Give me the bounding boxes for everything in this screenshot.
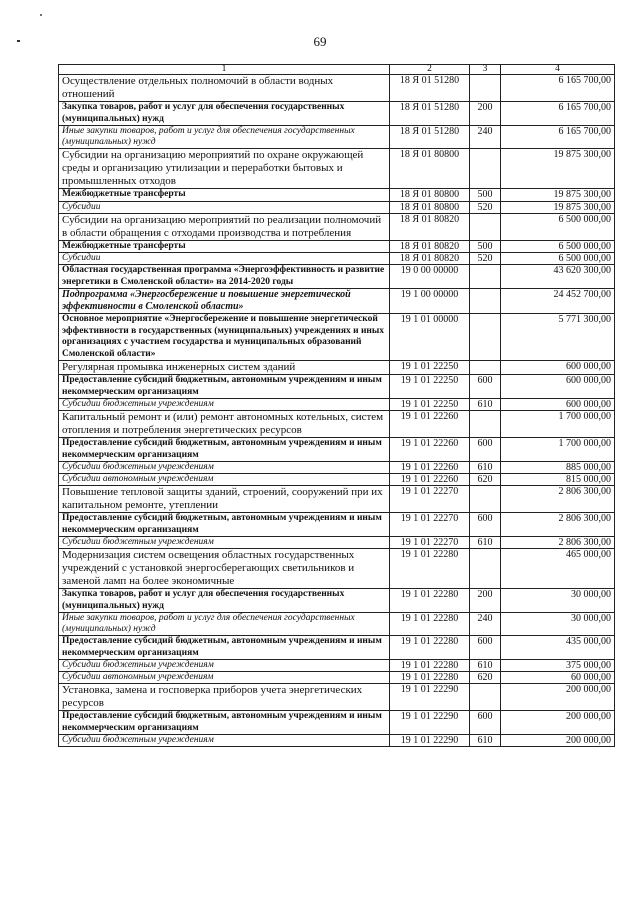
- table-row: [59, 75, 615, 102]
- row-code-cell: 19 1 01 22250: [390, 399, 470, 411]
- row-amount-cell: 19 875 300,00: [501, 189, 615, 202]
- row-name-cell: Закупка товаров, работ и услуг для обеспечения государственных (муниципальных) нужд: [59, 589, 390, 613]
- row-name-cell: Субсидии: [59, 253, 390, 265]
- row-expense-type-cell: 610: [470, 735, 501, 747]
- row-expense-type-cell: 600: [470, 513, 501, 537]
- table-row: [59, 201, 615, 213]
- table-row: [59, 126, 615, 149]
- row-amount-cell: 19 875 300,00: [501, 149, 615, 189]
- table-row: [59, 660, 615, 672]
- row-code-cell: 19 1 01 22260: [390, 474, 470, 486]
- table-row: [59, 537, 615, 549]
- row-name-cell: Капитальный ремонт и (или) ремонт автономных котельных, систем отопления и потребления энергетических ресурсов: [59, 411, 390, 438]
- table-row: [59, 684, 615, 711]
- table-row: [59, 399, 615, 411]
- row-code-cell: 18 Я 01 80800: [390, 149, 470, 189]
- row-expense-type-cell: 240: [470, 613, 501, 636]
- row-name-cell: Предоставление субсидий бюджетным, автономным учреждениям и иным некоммерческим организациям: [59, 711, 390, 735]
- table-row: [59, 462, 615, 474]
- table-body: [59, 75, 615, 747]
- row-expense-type-cell: 610: [470, 537, 501, 549]
- table-row: [59, 411, 615, 438]
- row-amount-cell: 5 771 300,00: [501, 314, 615, 361]
- table-row: [59, 474, 615, 486]
- table-row: [59, 102, 615, 126]
- row-code-cell: 19 1 01 22270: [390, 513, 470, 537]
- row-amount-cell: 24 452 700,00: [501, 289, 615, 314]
- row-expense-type-cell: 200: [470, 102, 501, 126]
- row-name-cell: Предоставление субсидий бюджетным, автономным учреждениям и иным некоммерческим организациям: [59, 438, 390, 462]
- row-name-cell: Предоставление субсидий бюджетным, автономным учреждениям и иным некоммерческим организациям: [59, 513, 390, 537]
- row-expense-type-cell: 520: [470, 253, 501, 265]
- row-expense-type-cell: 500: [470, 189, 501, 202]
- row-name-cell: Предоставление субсидий бюджетным, автономным учреждениям и иным некоммерческим организациям: [59, 636, 390, 660]
- row-expense-type-cell: 500: [470, 240, 501, 253]
- row-code-cell: 19 1 01 22280: [390, 549, 470, 589]
- row-name-cell: Субсидии бюджетным учреждениям: [59, 537, 390, 549]
- row-code-cell: 19 1 01 22280: [390, 660, 470, 672]
- row-expense-type-cell: 610: [470, 399, 501, 411]
- row-expense-type-cell: [470, 149, 501, 189]
- row-name-cell: Субсидии: [59, 201, 390, 213]
- row-expense-type-cell: [470, 75, 501, 102]
- row-name-cell: Субсидии бюджетным учреждениям: [59, 660, 390, 672]
- row-code-cell: 19 1 01 22280: [390, 589, 470, 613]
- row-expense-type-cell: 610: [470, 462, 501, 474]
- row-name-cell: Регулярная промывка инженерных систем зданий: [59, 361, 390, 375]
- table-row: [59, 240, 615, 253]
- row-name-cell: Модернизация систем освещения областных государственных учреждений с установкой энергосберегающих светильников и заменой ламп на более экономичные: [59, 549, 390, 589]
- table-row: [59, 375, 615, 399]
- row-name-cell: Повышение тепловой защиты зданий, строений, сооружений при их капитальном ремонте, утеплении: [59, 486, 390, 513]
- row-amount-cell: 200 000,00: [501, 735, 615, 747]
- row-name-cell: Иные закупки товаров, работ и услуг для обеспечения государственных (муниципальных) нужд: [59, 613, 390, 636]
- row-amount-cell: 600 000,00: [501, 361, 615, 375]
- row-amount-cell: 43 620 300,00: [501, 265, 615, 289]
- row-code-cell: 18 Я 01 80820: [390, 213, 470, 240]
- row-name-cell: Субсидии на организацию мероприятий по охране окружающей среды и организацию утилизации и переработки бытовых и промышленных отходов: [59, 149, 390, 189]
- budget-table: [58, 64, 615, 747]
- row-amount-cell: 885 000,00: [501, 462, 615, 474]
- table-row: [59, 314, 615, 361]
- row-amount-cell: 375 000,00: [501, 660, 615, 672]
- row-amount-cell: 6 165 700,00: [501, 126, 615, 149]
- row-amount-cell: 30 000,00: [501, 589, 615, 613]
- table-row: [59, 265, 615, 289]
- row-expense-type-cell: [470, 486, 501, 513]
- row-code-cell: 19 1 01 22280: [390, 613, 470, 636]
- row-amount-cell: 6 500 000,00: [501, 240, 615, 253]
- column-header-name: 1: [59, 65, 390, 75]
- row-code-cell: 19 1 01 22280: [390, 672, 470, 684]
- row-amount-cell: 2 806 300,00: [501, 537, 615, 549]
- row-name-cell: Межбюджетные трансферты: [59, 240, 390, 253]
- row-name-cell: Межбюджетные трансферты: [59, 189, 390, 202]
- table-row: [59, 589, 615, 613]
- row-code-cell: 18 Я 01 80820: [390, 240, 470, 253]
- row-code-cell: 18 Я 01 51280: [390, 75, 470, 102]
- row-code-cell: 19 1 01 22290: [390, 735, 470, 747]
- row-amount-cell: 19 875 300,00: [501, 201, 615, 213]
- row-expense-type-cell: 620: [470, 474, 501, 486]
- table-row: [59, 289, 615, 314]
- row-amount-cell: 1 700 000,00: [501, 438, 615, 462]
- row-name-cell: Основное мероприятие «Энергосбережение и повышение энергетической эффективности в государственных (муниципальных) учреждениях и иных организациях с участием государства и муниципальных образований Смоленской области»: [59, 314, 390, 361]
- row-code-cell: 18 Я 01 80800: [390, 201, 470, 213]
- row-amount-cell: 6 165 700,00: [501, 75, 615, 102]
- table-row: [59, 361, 615, 375]
- row-name-cell: Субсидии бюджетным учреждениям: [59, 735, 390, 747]
- row-name-cell: Предоставление субсидий бюджетным, автономным учреждениям и иным некоммерческим организациям: [59, 375, 390, 399]
- row-amount-cell: 200 000,00: [501, 684, 615, 711]
- row-expense-type-cell: [470, 213, 501, 240]
- column-header-code: 2: [390, 65, 470, 75]
- row-code-cell: 19 1 01 22270: [390, 486, 470, 513]
- row-code-cell: 18 Я 01 80820: [390, 253, 470, 265]
- table-row: [59, 613, 615, 636]
- row-code-cell: 19 1 01 00000: [390, 314, 470, 361]
- table-row: [59, 486, 615, 513]
- row-expense-type-cell: 520: [470, 201, 501, 213]
- row-expense-type-cell: [470, 314, 501, 361]
- row-expense-type-cell: 620: [470, 672, 501, 684]
- row-amount-cell: 60 000,00: [501, 672, 615, 684]
- row-code-cell: 18 Я 01 80800: [390, 189, 470, 202]
- column-header-expense-type: 3: [470, 65, 501, 75]
- row-name-cell: Субсидии бюджетным учреждениям: [59, 462, 390, 474]
- row-code-cell: 19 1 01 22250: [390, 375, 470, 399]
- row-amount-cell: 815 000,00: [501, 474, 615, 486]
- row-expense-type-cell: 610: [470, 660, 501, 672]
- row-name-cell: Осуществление отдельных полномочий в области водных отношений: [59, 75, 390, 102]
- table-row: [59, 549, 615, 589]
- row-expense-type-cell: [470, 684, 501, 711]
- row-amount-cell: 435 000,00: [501, 636, 615, 660]
- row-expense-type-cell: [470, 361, 501, 375]
- row-code-cell: 19 1 01 22260: [390, 462, 470, 474]
- row-amount-cell: 465 000,00: [501, 549, 615, 589]
- row-code-cell: 19 1 00 00000: [390, 289, 470, 314]
- row-name-cell: Субсидии автономным учреждениям: [59, 474, 390, 486]
- row-expense-type-cell: 600: [470, 636, 501, 660]
- row-amount-cell: 600 000,00: [501, 399, 615, 411]
- row-name-cell: Установка, замена и госповерка приборов учета энергетических ресурсов: [59, 684, 390, 711]
- row-name-cell: Закупка товаров, работ и услуг для обеспечения государственных (муниципальных) нужд: [59, 102, 390, 126]
- row-amount-cell: 6 500 000,00: [501, 213, 615, 240]
- row-expense-type-cell: 600: [470, 711, 501, 735]
- row-amount-cell: 2 806 300,00: [501, 486, 615, 513]
- table-row: [59, 735, 615, 747]
- table-row: [59, 149, 615, 189]
- row-code-cell: 18 Я 01 51280: [390, 126, 470, 149]
- row-code-cell: 19 1 01 22260: [390, 411, 470, 438]
- row-expense-type-cell: 200: [470, 589, 501, 613]
- row-name-cell: Субсидии автономным учреждениям: [59, 672, 390, 684]
- table-row: [59, 189, 615, 202]
- row-code-cell: 19 1 01 22250: [390, 361, 470, 375]
- table-row: [59, 253, 615, 265]
- table-header-row: [59, 65, 615, 75]
- row-amount-cell: 6 500 000,00: [501, 253, 615, 265]
- row-code-cell: 18 Я 01 51280: [390, 102, 470, 126]
- row-name-cell: Субсидии бюджетным учреждениям: [59, 399, 390, 411]
- row-expense-type-cell: 600: [470, 438, 501, 462]
- row-name-cell: Субсидии на организацию мероприятий по реализации полномочий в области обращения с отходами производства и потребления: [59, 213, 390, 240]
- row-expense-type-cell: 240: [470, 126, 501, 149]
- row-name-cell: Иные закупки товаров, работ и услуг для обеспечения государственных (муниципальных) нужд: [59, 126, 390, 149]
- table-row: [59, 513, 615, 537]
- row-amount-cell: 6 165 700,00: [501, 102, 615, 126]
- row-code-cell: 19 1 01 22280: [390, 636, 470, 660]
- row-amount-cell: 200 000,00: [501, 711, 615, 735]
- row-amount-cell: 2 806 300,00: [501, 513, 615, 537]
- row-expense-type-cell: [470, 549, 501, 589]
- page-number: 69: [313, 34, 327, 49]
- table-row: [59, 636, 615, 660]
- column-header-amount: 4: [501, 65, 615, 75]
- row-code-cell: 19 0 00 00000: [390, 265, 470, 289]
- row-amount-cell: 600 000,00: [501, 375, 615, 399]
- table-row: [59, 438, 615, 462]
- row-name-cell: Областная государственная программа «Энергоэффективность и развитие энергетики в Смоленской области» на 2014-2020 годы: [59, 265, 390, 289]
- row-code-cell: 19 1 01 22290: [390, 711, 470, 735]
- row-code-cell: 19 1 01 22270: [390, 537, 470, 549]
- row-amount-cell: 1 700 000,00: [501, 411, 615, 438]
- scan-speck: [40, 14, 42, 16]
- row-expense-type-cell: [470, 289, 501, 314]
- row-expense-type-cell: [470, 411, 501, 438]
- table-row: [59, 711, 615, 735]
- row-amount-cell: 30 000,00: [501, 613, 615, 636]
- table-row: [59, 213, 615, 240]
- table-row: [59, 672, 615, 684]
- row-code-cell: 19 1 01 22260: [390, 438, 470, 462]
- row-expense-type-cell: 600: [470, 375, 501, 399]
- row-code-cell: 19 1 01 22290: [390, 684, 470, 711]
- row-expense-type-cell: [470, 265, 501, 289]
- row-name-cell: Подпрограмма «Энергосбережение и повышение энергетической эффективности в Смоленской области»: [59, 289, 390, 314]
